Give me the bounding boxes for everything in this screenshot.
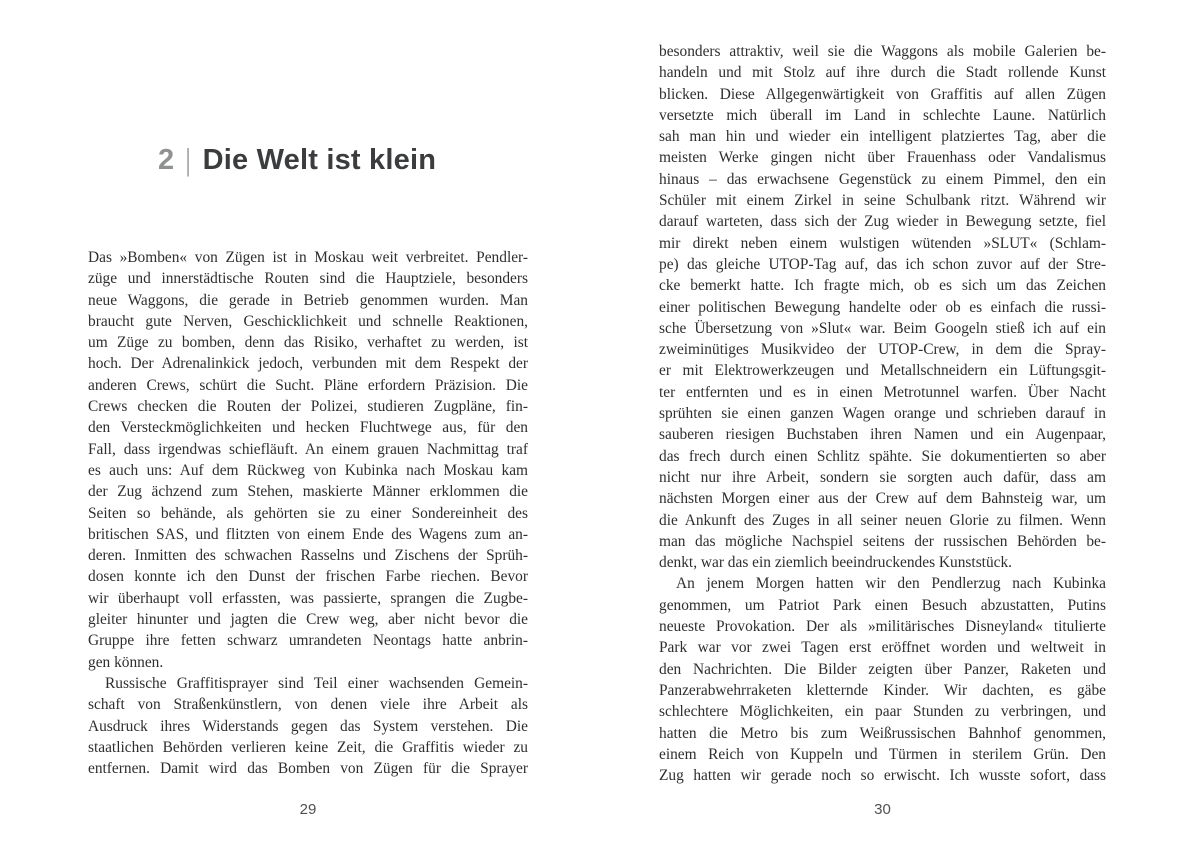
text-line: zweiminütiges Musikvideo der UTOP-Crew, in dem die Spray-: [659, 341, 1106, 359]
text-line: besonders attraktiv, weil sie die Waggons als mobile Galerien be-: [659, 43, 1106, 60]
paragraph: [659, 41, 1106, 573]
text-line: handeln und mit Stolz auf ihre durch die Stadt rollende Kunst: [659, 64, 1106, 82]
chapter-separator: |: [185, 142, 192, 177]
text-line: denkt, war das ein ziemlich beeindruckendes Kunststück.: [659, 554, 1013, 572]
text-line: pe) das gleiche UTOP-Tag auf, das ich schon zuvor auf der Stre-: [659, 255, 1106, 273]
text-line: hinaus – das erwachsene Gegenstück zu einem Pimmel, den ein: [659, 170, 1106, 188]
text-line: Schüler mit einem Zirkel in seine Schulbank ritzt. Während wir: [659, 192, 1106, 210]
text-line: sah man hin und wieder ein intelligent platziertes Tag, aber die: [659, 128, 1106, 146]
text-line: dosen konnte ich den Dunst der frischen Farbe riechen. Bevor: [88, 568, 528, 586]
text-line: deren. Inmitten des schwachen Rasselns und Zischens der Sprüh-: [88, 547, 528, 565]
text-line: Panzerabwehrraketen kletternde Kinder. Wir dachten, es gäbe: [659, 681, 1106, 699]
text-line: ter entfernten und es in einen Metrotunnel warfen. Über Nacht: [659, 383, 1106, 401]
text-line: den Versteckmöglichkeiten und hecken Fluchtwege aus, für den: [88, 419, 528, 437]
text-line: genommen, um Patriot Park einen Besuch abzustatten, Putins: [659, 596, 1106, 614]
paragraph: [659, 573, 1106, 786]
text-line: hatten die Metro bis zum Weißrussischen Bahnhof genommen,: [659, 724, 1106, 742]
chapter-number: 2: [158, 143, 175, 176]
text-line: neueste Provokation. Der als »militärisches Disneyland« titulierte: [659, 618, 1106, 636]
page-number-right: 30: [874, 801, 891, 818]
text-line: man das mögliche Nachspiel seitens der russischen Behörden be-: [659, 532, 1106, 550]
chapter-title: Die Welt ist klein: [202, 143, 437, 176]
text-line: sprühten sie einen ganzen Wagen orange und schrieben darauf in: [659, 405, 1106, 423]
text-line: das frech durch einen Schlitz spähte. Sie dokumentierten so aber: [659, 447, 1106, 465]
chapter-heading: [158, 142, 436, 178]
text-line: Fall, dass irgendwas schiefläuft. An einem grauen Nachmittag traf: [88, 440, 528, 458]
text-line: gleiter hinunter und jagten die Crew weg, aber nicht bevor die: [88, 611, 528, 629]
text-line: Das »Bomben« von Zügen ist in Moskau weit verbreitet. Pendler-: [88, 249, 528, 266]
text-line: schaft von Straßenkünstlern, von denen viele ihre Arbeit als: [88, 696, 528, 714]
text-line: es auch uns: Auf dem Rückweg von Kubinka nach Moskau kam: [88, 461, 528, 479]
left-page-text-column: [88, 247, 528, 779]
text-line: einer politischen Bewegung handelte oder ob es einfach die russi-: [659, 298, 1106, 316]
paragraph: [88, 673, 528, 779]
text-line: mir direkt neben einem wulstigen wütenden »SLUT« (Schlam-: [659, 234, 1106, 252]
text-line: braucht gute Nerven, Geschicklichkeit und schnelle Reaktionen,: [88, 312, 528, 330]
text-line: die Ankunft des Zuges in all seiner neuen Glorie zu filmen. Wenn: [659, 511, 1106, 529]
text-line: wir überhaupt voll erfassten, was passierte, sprangen die Zugbe-: [88, 589, 528, 607]
text-line: sche Übersetzung von »Slut« war. Beim Googeln stieß ich auf ein: [659, 319, 1106, 337]
text-line: einem Reich von Kuppeln und Türmen in sterilem Grün. Den: [659, 745, 1106, 763]
text-line: den Nachrichten. Die Bilder zeigten über Panzer, Raketen und: [659, 660, 1106, 678]
text-line: hoch. Der Adrenalinkick jedoch, verbunden mit dem Respekt der: [88, 355, 528, 373]
text-line: blicken. Diese Allgegenwärtigkeit von Graffitis auf allen Zügen: [659, 85, 1106, 103]
text-line: neue Waggons, die gerade in Betrieb genommen wurden. Man: [88, 291, 528, 309]
text-line: um Züge zu bomben, denn das Risiko, verhaftet zu werden, ist: [88, 334, 528, 352]
text-line: Crews checken die Routen der Polizei, studieren Zugpläne, fin-: [88, 398, 528, 416]
text-line: Gruppe ihre fetten schwarz umrandeten Neontags hatte anbrin-: [88, 632, 528, 650]
text-line: Zug hatten wir gerade noch so erwischt. Ich wusste sofort, dass: [659, 767, 1106, 785]
text-line: staatlichen Behörden verlieren keine Zeit, die Graffitis wieder zu: [88, 738, 528, 756]
text-line: anderen Crews, schürt die Sucht. Pläne erfordern Präzision. Die: [88, 376, 528, 394]
text-line: meisten Werke gingen nicht über Frauenhass oder Vandalismus: [659, 149, 1106, 167]
text-line: gen können.: [88, 653, 164, 671]
text-line: er mit Elektrowerkzeugen und Metallschneidern ein Lüftungsgit-: [659, 362, 1106, 380]
text-line: nicht nur ihre Arbeit, sondern sie sorgten auch dafür, dass am: [659, 468, 1106, 486]
paragraph: [88, 247, 528, 673]
text-line: britischen SAS, und flitzten von einem Ende des Wagens zum an-: [88, 525, 528, 543]
text-line: Park war vor zwei Tagen erst eröffnet worden und weltweit in: [659, 639, 1106, 657]
text-line: züge und innerstädtische Routen sind die Hauptziele, besonders: [88, 270, 528, 288]
text-line: Russische Graffitisprayer sind Teil einer wachsenden Gemein-: [105, 674, 528, 692]
text-line: der Zug ächzend zum Stehen, maskierte Männer erklommen die: [88, 483, 528, 501]
text-line: sauberen riesigen Buchstaben ihren Namen und ein Augenpaar,: [659, 426, 1106, 444]
text-line: cke bemerkt hatte. Ich fragte mich, ob es sich um das Zeichen: [659, 277, 1106, 295]
text-line: entfernen. Damit wird das Bomben von Zügen für die Sprayer: [88, 760, 528, 778]
text-line: Seiten so behände, als gehörten sie zu einer Sondereinheit des: [88, 504, 528, 522]
text-line: schlechtere Möglichkeiten, ein paar Stunden zu verbringen, und: [659, 703, 1106, 721]
text-line: darauf warteten, dass sich der Zug wieder in Bewegung setzte, fiel: [659, 213, 1106, 231]
text-line: nächsten Morgen einer aus der Crew auf dem Bahnsteig war, um: [659, 490, 1106, 508]
right-page-text-column: [659, 41, 1106, 786]
page-number-left: 29: [299, 801, 317, 818]
text-line: versetzte mich überall im Land in schlechte Laune. Natürlich: [659, 106, 1106, 124]
text-line: Ausdruck ihres Widerstands gegen das System verstehen. Die: [88, 717, 528, 735]
text-line: An jenem Morgen hatten wir den Pendlerzug nach Kubinka: [676, 575, 1106, 593]
